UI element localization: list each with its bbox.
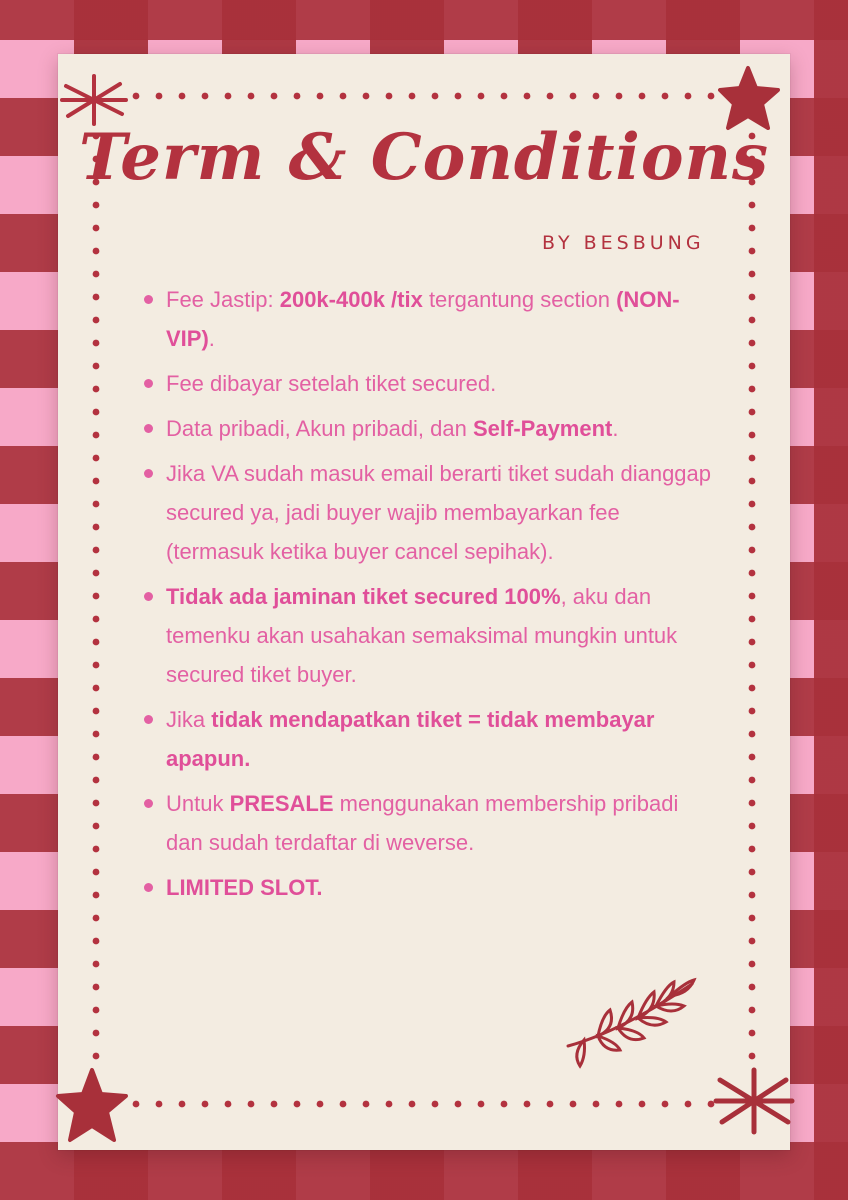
border-dot	[93, 524, 100, 531]
term-item-payment-timing	[138, 364, 718, 403]
border-dot	[593, 93, 600, 100]
border-dot	[271, 93, 278, 100]
border-dot	[93, 892, 100, 899]
border-dot	[749, 731, 756, 738]
border-dot	[93, 984, 100, 991]
border-dot	[93, 731, 100, 738]
border-dot	[749, 501, 756, 508]
border-dot	[749, 823, 756, 830]
border-dot	[93, 547, 100, 554]
border-dot	[478, 93, 485, 100]
term-item-limited-slot	[138, 868, 718, 907]
border-dot	[749, 777, 756, 784]
border-dot	[93, 202, 100, 209]
text: Jika VA sudah masuk email berarti tiket sudah dianggap secured ya, jadi buyer wajib membayarkan fee (termasuk ketika buyer cancel sepihak).	[166, 461, 712, 564]
border-dot	[547, 1101, 554, 1108]
border-dot	[749, 248, 756, 255]
border-dot	[93, 708, 100, 715]
border-dot	[570, 1101, 577, 1108]
text: Untuk	[166, 791, 230, 816]
border-dot	[294, 93, 301, 100]
border-dot	[501, 93, 508, 100]
border-dot	[749, 846, 756, 853]
border-dot	[749, 708, 756, 715]
border-dot	[93, 915, 100, 922]
border-dot	[639, 1101, 646, 1108]
border-dot	[93, 777, 100, 784]
border-dot	[93, 961, 100, 968]
border-dot	[363, 93, 370, 100]
border-dot	[749, 961, 756, 968]
border-dot	[749, 662, 756, 669]
text: Fee dibayar setelah tiket secured.	[166, 371, 497, 396]
term-item-presale	[138, 784, 718, 862]
page-title: Term & Conditions	[78, 120, 770, 195]
text: tergantung section	[422, 287, 617, 312]
term-item-self-payment	[138, 409, 718, 448]
border-dot	[570, 93, 577, 100]
border-dot	[248, 1101, 255, 1108]
border-dot	[749, 432, 756, 439]
border-dot	[93, 754, 100, 761]
border-dot	[749, 547, 756, 554]
leaf-branch-icon	[560, 976, 700, 1076]
border-dot	[93, 685, 100, 692]
text: Fee Jastip:	[166, 287, 280, 312]
border-dot	[340, 1101, 347, 1108]
border-dot	[156, 1101, 163, 1108]
border-dot	[749, 892, 756, 899]
star-icon	[54, 1066, 130, 1146]
border-dot	[501, 1101, 508, 1108]
border-dot	[685, 1101, 692, 1108]
border-dot	[749, 363, 756, 370]
border-dot	[93, 455, 100, 462]
text: .	[612, 416, 619, 441]
border-dot	[93, 570, 100, 577]
border-dot	[749, 225, 756, 232]
border-dot	[93, 869, 100, 876]
border-dot	[93, 1030, 100, 1037]
border-dot	[93, 317, 100, 324]
border-dot	[749, 938, 756, 945]
border-dot	[749, 1007, 756, 1014]
border-dot	[708, 93, 715, 100]
border-dot	[93, 501, 100, 508]
border-dot	[93, 432, 100, 439]
border-dot	[179, 1101, 186, 1108]
border-dot	[749, 1053, 756, 1060]
border-dot	[93, 294, 100, 301]
border-dot	[248, 93, 255, 100]
border-dot	[432, 1101, 439, 1108]
border-dot	[616, 93, 623, 100]
bold-text: (NON-VIP)	[166, 287, 680, 351]
border-dot	[749, 340, 756, 347]
term-item-fee	[138, 280, 718, 358]
border-dot	[202, 93, 209, 100]
border-dot	[749, 1030, 756, 1037]
border-dot	[179, 93, 186, 100]
border-dot	[93, 662, 100, 669]
border-dot	[455, 1101, 462, 1108]
border-dot	[749, 455, 756, 462]
border-dot	[616, 1101, 623, 1108]
terms-list	[138, 280, 718, 913]
border-dot	[93, 409, 100, 416]
border-dot	[225, 1101, 232, 1108]
border-dot	[749, 409, 756, 416]
border-dot	[93, 386, 100, 393]
border-dot	[93, 1053, 100, 1060]
asterisk-doodle-icon	[712, 1066, 796, 1136]
border-dot	[93, 938, 100, 945]
border-dot	[225, 93, 232, 100]
border-dot	[749, 685, 756, 692]
border-dot	[749, 478, 756, 485]
border-dot	[524, 93, 531, 100]
border-dot	[749, 202, 756, 209]
border-dot	[93, 846, 100, 853]
border-dot	[93, 593, 100, 600]
border-dot	[386, 1101, 393, 1108]
border-dot	[271, 1101, 278, 1108]
border-dot	[749, 570, 756, 577]
border-dot	[749, 524, 756, 531]
bold-text: 200k-400k /tix	[279, 287, 423, 312]
border-dot	[202, 1101, 209, 1108]
term-item-no-guarantee	[138, 577, 718, 694]
border-dot	[639, 93, 646, 100]
border-dot	[593, 1101, 600, 1108]
border-dot	[749, 915, 756, 922]
border-dot	[93, 823, 100, 830]
border-dot	[93, 639, 100, 646]
bold-text: LIMITED SLOT.	[166, 875, 323, 900]
border-dot	[749, 593, 756, 600]
border-dot	[749, 386, 756, 393]
border-dot	[455, 93, 462, 100]
text: , aku dan temenku akan usahakan semaksimal mungkin untuk secured tiket buyer.	[166, 584, 678, 687]
border-dot	[749, 639, 756, 646]
bold-text: Tidak ada jaminan tiket secured 100%	[166, 584, 561, 609]
border-dot	[749, 317, 756, 324]
bold-text: tidak mendapatkan tiket = tidak membayar apapun.	[166, 707, 655, 771]
text: Data pribadi, Akun pribadi, dan	[166, 416, 473, 441]
border-dot	[409, 1101, 416, 1108]
term-item-va-secured	[138, 454, 718, 571]
border-dot	[93, 271, 100, 278]
text: .	[208, 326, 215, 351]
border-dot	[432, 93, 439, 100]
text: Jika	[166, 707, 212, 732]
border-dot	[749, 754, 756, 761]
border-dot	[93, 616, 100, 623]
border-dot	[685, 93, 692, 100]
border-dot	[409, 93, 416, 100]
border-dot	[93, 340, 100, 347]
border-dot	[133, 1101, 140, 1108]
border-dot	[662, 93, 669, 100]
border-dot	[363, 1101, 370, 1108]
border-dot	[386, 93, 393, 100]
border-dot	[93, 363, 100, 370]
border-dot	[156, 93, 163, 100]
term-item-no-ticket-no-pay	[138, 700, 718, 778]
border-dot	[93, 248, 100, 255]
border-dot	[662, 1101, 669, 1108]
border-dot	[749, 984, 756, 991]
bold-text: Self-Payment	[472, 416, 613, 441]
border-dot	[317, 1101, 324, 1108]
border-dot	[93, 478, 100, 485]
border-dot	[340, 93, 347, 100]
border-dot	[294, 1101, 301, 1108]
bold-text: PRESALE	[229, 791, 334, 816]
border-dot	[93, 800, 100, 807]
border-dot	[93, 1007, 100, 1014]
border-dot	[317, 93, 324, 100]
text: menggunakan membership pribadi dan sudah terdaftar di weverse.	[166, 791, 679, 855]
border-dot	[749, 294, 756, 301]
byline: BY BESBUNG	[542, 232, 705, 254]
border-dot	[749, 800, 756, 807]
border-dot	[749, 616, 756, 623]
border-dot	[478, 1101, 485, 1108]
border-dot	[133, 93, 140, 100]
border-dot	[524, 1101, 531, 1108]
border-dot	[749, 869, 756, 876]
border-dot	[93, 225, 100, 232]
border-dot	[547, 93, 554, 100]
border-dot	[749, 271, 756, 278]
